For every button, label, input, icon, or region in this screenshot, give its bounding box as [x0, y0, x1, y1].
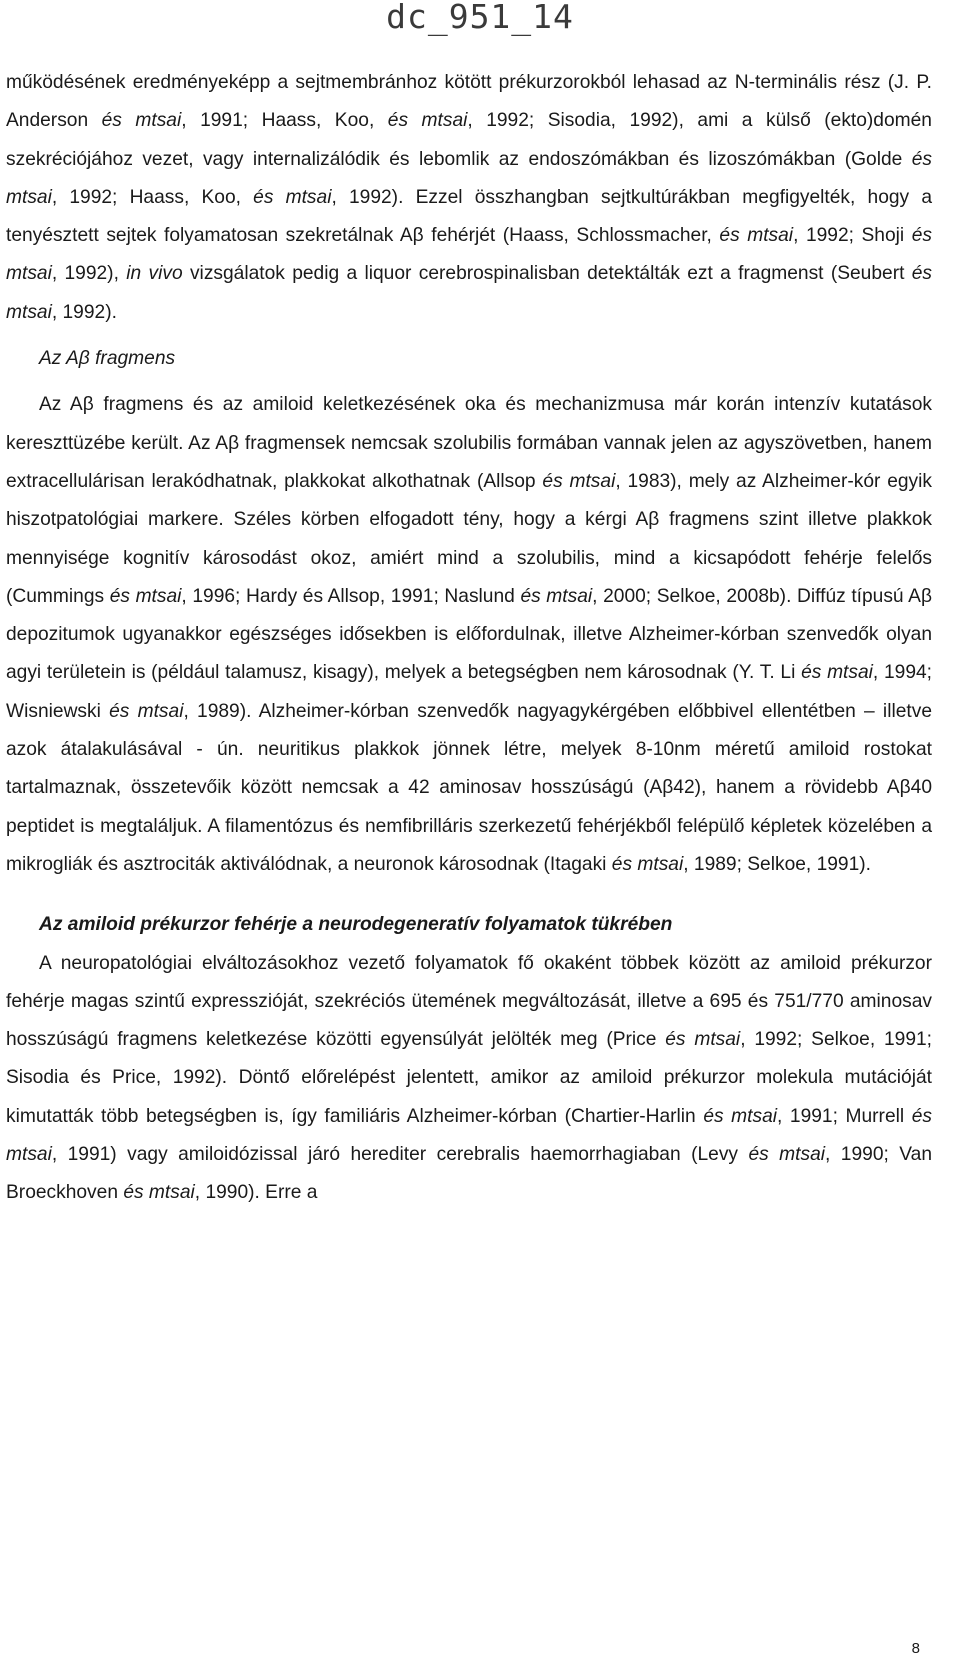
citation-italic: és mtsai [520, 585, 593, 607]
citation-italic: és mtsai [6, 148, 932, 208]
citation-italic: és mtsai [801, 662, 873, 684]
citation-italic: és mtsai [611, 853, 684, 875]
citation-italic: és mtsai [123, 1182, 195, 1204]
text-run: A neuropatológiai elváltozásokhoz vezető folyamatok fő okaként többek között az amiloid prékurzor fehérje magas szintű expresszióját, szekréciós ütemének megváltozását, illetve a 695 és 751/770 aminosav hosszúságú fragmens keletkezése közötti egyensúlyát jelölték meg (Price [6, 952, 932, 1051]
citation-italic: és mtsai [719, 225, 794, 247]
section-heading-app-neurodegeneration: Az amiloid prékurzor fehérje a neurodegeneratív folyamatok tükrében [39, 914, 673, 936]
citation-italic: és mtsai [101, 110, 182, 132]
text-run: , 1992; Shoji [793, 225, 912, 247]
text-run: , 1992). Ezzel összhangban sejtkultúrákban megfigyelték, hogy a tenyésztett sejtek folyamatosan szekretálnak Aβ fehérjét (Haass, Schlossmacher, [6, 186, 932, 247]
page-number: 8 [911, 1640, 920, 1657]
text-run: vizsgálatok pedig a liquor cerebrospinalisban detektálták ezt a fragmenst (Seubert [182, 263, 912, 285]
text-run: , 1996; Hardy és Allsop, 1991; Naslund [181, 585, 521, 607]
text-run: , 1991; Haass, Koo, [181, 110, 388, 132]
paragraph-app-processing [6, 64, 932, 332]
citation-italic: és mtsai [6, 263, 933, 323]
text-run: , 1992), [51, 263, 127, 285]
citation-italic: és mtsai [253, 186, 332, 208]
paragraph-app-neurodegeneration [6, 945, 932, 1213]
citation-italic: és mtsai [109, 700, 184, 722]
text-run: Az Aβ fragmens és az amiloid keletkezésének oka és mechanizmusa már korán intenzív kutatások kereszttüzébe került. Az Aβ fragmensek nemcsak szolubilis formában vannak jelen az agyszövetben, hanem extracellulárisan lerakódhatnak, plakkokat alkothatnak (Allsop [6, 394, 932, 492]
paragraph-abeta-fragment [6, 386, 932, 884]
citation-italic: és mtsai [542, 470, 616, 492]
text-run: , 2000; Selkoe, 2008b). Diffúz típusú Aβ depozitumok ugyanakkor egészséges idősekben is előfordulnak, illetve Alzheimer-kórban szenvedők olyan agyi területein is (például talamusz, kisagy), melyek a betegségben nem károsodnak (Y. T. Li [6, 585, 932, 684]
text-run: , 1991) vagy amiloidózissal járó herediter cerebralis haemorrhagiaban (Levy [51, 1144, 749, 1166]
page-body [6, 64, 932, 1213]
in-vivo-italic: in vivo [126, 263, 183, 285]
text-run: , 1983), mely az Alzheimer-kór egyik hiszotpatológiai markere. Széles körben elfogadott tény, hogy a kérgi Aβ fragmens szint illetve plakkok mennyisége kognitív károsodást okoz, amiért mind a szolubilis, mind a kicsapódott fehérje felelős (Cummings [6, 470, 932, 607]
text-run: , 1989). Alzheimer-kórban szenvedők nagyagykérgében előbbivel ellentétben – illetve azok átalakulásával - ún. neuritikus plakkok jönnek létre, melyek 8-10nm méretű amiloid rostokat tartalmaznak, összetevőik között nemcsak a 42 aminosav hosszúságú (Aβ42), hanem a rövidebb Aβ40 peptidet is megtaláljuk. A filamentózus és nemfibrilláris szerkezetű fehérjékből felépülő képletek közelében a mikrogliák és asztrociták aktiválódnak, a neuronok károsodnak (Itagaki [6, 700, 932, 875]
document-code-header: dc_951_14 [386, 0, 574, 36]
citation-italic: és mtsai [109, 585, 182, 607]
text-run: , 1990). Erre a [194, 1182, 318, 1204]
citation-italic: és mtsai [387, 110, 468, 132]
text-run: , 1991; Murrell [777, 1105, 912, 1127]
text-run: , 1994; Wisniewski [6, 662, 932, 722]
section-heading-abeta-fragment: Az Aβ fragmens [39, 348, 176, 370]
citation-italic: és mtsai [748, 1144, 826, 1166]
text-run: , 1990; Van Broeckhoven [6, 1144, 932, 1204]
text-run: , 1992; Selkoe, 1991; Sisodia és Price, 1992). Döntő előrelépést jelentett, amikor az amiloid prékurzor molekula mutációját kimutatták több betegségben is, így familiáris Alzheimer-kórban (Chartier-Harlin [6, 1029, 932, 1127]
text-run: , 1992; Sisodia, 1992), ami a külső (ekto)domén szekréciójához vezet, vagy internalizálódik és lebomlik az endoszómákban és lizoszómákban (Golde [6, 110, 932, 170]
text-run: , 1992; Haass, Koo, [51, 186, 254, 208]
text-run: működésének eredményeképp a sejtmembránhoz kötött prékurzorokból lehasad az N-terminális rész (J. P. Anderson [6, 72, 932, 132]
citation-italic: és mtsai [665, 1029, 741, 1051]
citation-italic: és mtsai [703, 1105, 777, 1127]
text-run: , 1989; Selkoe, 1991). [683, 853, 871, 875]
citation-italic: és mtsai [6, 1105, 932, 1166]
citation-italic: és mtsai [6, 225, 932, 285]
text-run: , 1992). [51, 301, 117, 323]
